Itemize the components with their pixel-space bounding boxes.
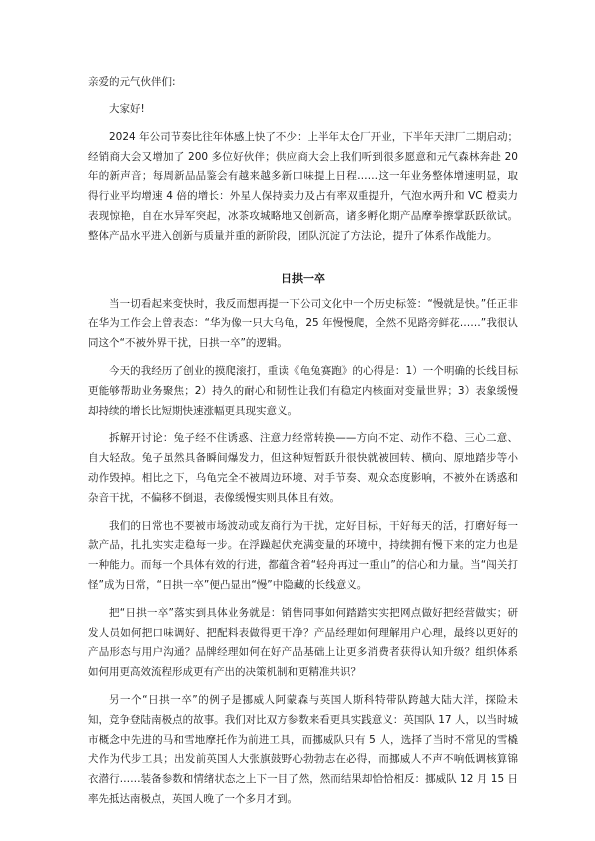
section-paragraph-2: 今天的我经历了创业的摸爬滚打，重读《龟兔赛跑》的心得是：1）一个明确的长线目标更能够帮助业务聚焦；2）持久的耐心和韧性让我们有稳定内核面对变量世界；3）表象缓慢却持续的增长比短期快速涨幅更具现实意义。	[88, 364, 518, 417]
section-title: 日拱一卒	[281, 271, 325, 285]
section-paragraph-1: 当一切看起来变快时，我反而想再提一下公司文化中一个历史标签：“慢就是快。”任正非在华为工作会上曾表态：“华为像一只大乌龟，25 年慢慢爬，全然不见路旁鲜花……”我很认同这个“不被外界干扰，日拱一卒”的逻辑。	[88, 297, 518, 350]
section-paragraph-4: 我们的日常也不要被市场波动或友商行为干扰，定好目标，干好每天的活，打磨好每一款产品，扎扎实实走稳每一步。在浮躁起伏充满变量的环境中，持续拥有慢下来的定力也是一种能力。而每一个具体有效的行进，都蕴含着“轻舟再过一重山”的信心和力量。当“闯关打怪”成为日常，“日拱一卒”便凸显出“慢”中隐藏的长线意义。	[88, 519, 518, 591]
letter-body	[88, 72, 518, 818]
section-paragraph-5: 把“日拱一卒”落实到具体业务就是：销售同事如何踏踏实实把网点做好把经营做实；研发人员如何把口味调好、把配料表做得更干净？产品经理如何理解用户心理，最终以更好的产品形态与用户沟通？品牌经理如何在好产品基础上让更多消费者获得认知升级？组织体系如何用更高效流程形成更有产出的决策机制和更精准共识？	[88, 606, 518, 679]
section-paragraph-6: 另一个“日拱一卒”的例子是挪威人阿蒙森与英国人斯科特带队跨越大陆大洋，探险未知，竞争登陆南极点的故事。我们对比双方参数来看更具实践意义：英国队 17 人，以当时城市概念中先进的马和雪地摩托作为前进工具，而挪威队只有 5 人，选择了当时不常见的雪橇犬作为代步工具；出发前英国人大张旗鼓野心勃勃志在必得，而挪威人不声不响低调核算锦衣潜行……装备参数和情绪状态之上下一目了然，然而结果却恰恰相反：挪威队 12 月 15 日率先抵达南极点，英国人晚了一个多月才到。	[88, 693, 518, 805]
greeting: 大家好!	[109, 103, 145, 115]
intro-paragraph: 2024 年公司节奏比往年体感上快了不少：上半年太仓厂开业，下半年天津厂二期启动；经销商大会又增加了 200 多位好伙伴；供应商大会上我们听到很多愿意和元气森林奔赴 20 年的新声音；每周新品品鉴会有越来越多新口味提上日程……这一年业务整体增速明显，取得行业平均增速 4 倍的增长：外星人保持卖力及占有率双重提升，气泡水两升和 VC 橙卖力表现惊艳，自在水异军突起，冰茶攻城略地又创新高，诸多孵化期产品摩拳擦掌跃跃欲试。整体产品水平进入创新与质量并重的新阶段，团队沉淀了方法论，提升了体系作战能力。	[88, 130, 518, 242]
salutation: 亲爱的元气伙伴们:	[88, 76, 176, 88]
section-paragraph-3: 拆解开讨论：兔子经不住诱惑、注意力经常转换——方向不定、动作不稳、三心二意、自大轻敌。兔子虽然具备瞬间爆发力，但这种短暂跃升很快就被回转、横向、原地踏步等小动作毁掉。相比之下，乌龟完全不被周边环境、对手节奏、观众态度影响，不被外在诱惑和杂音干扰，不偏移不倒退，表像缓慢实则具体且有效。	[88, 432, 518, 504]
